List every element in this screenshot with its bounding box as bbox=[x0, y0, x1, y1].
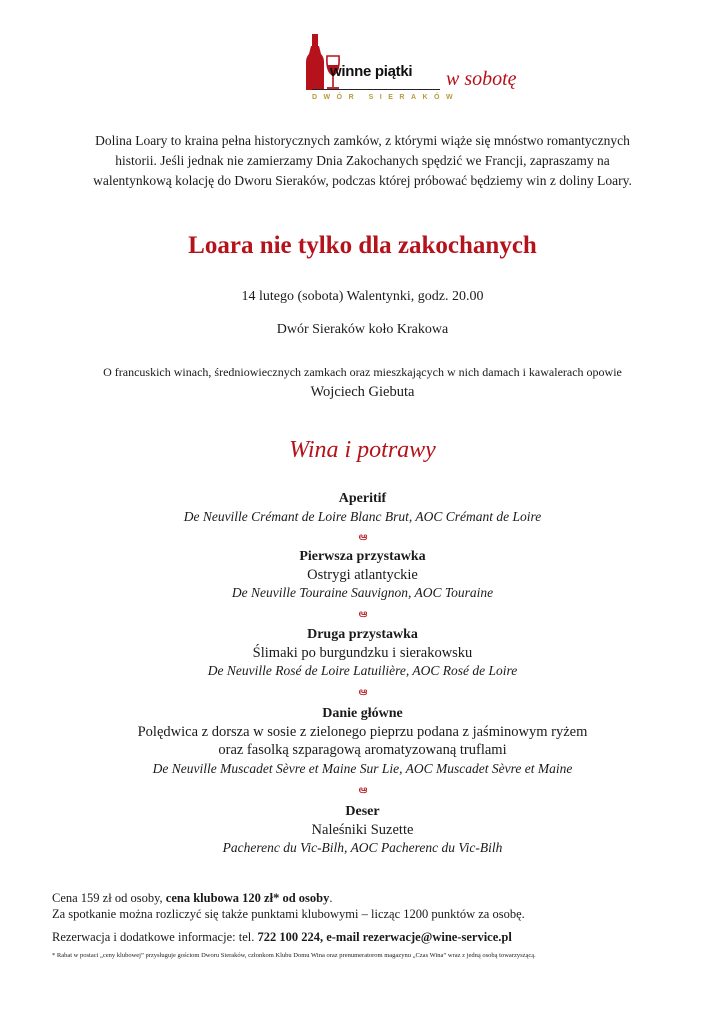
course-dish: Polędwica z dorsza w sosie z zielonego pieprzu podana z jaśminowym ryżem bbox=[137, 724, 588, 740]
presenter-intro: O francuskich winach, średniowiecznych zamkach oraz mieszkających w nich damach i kawalerach opowie bbox=[103, 365, 622, 379]
course-wine: De Neuville Muscadet Sèvre et Maine Sur Lie, AOC Muscadet Sèvre et Maine bbox=[152, 761, 573, 776]
logo-divider bbox=[312, 89, 440, 90]
presenter-name: Wojciech Giebuta bbox=[310, 384, 415, 400]
course-wine: De Neuville Rosé de Loire Latuilière, AOC Rosé de Loire bbox=[207, 663, 518, 678]
course-dish: oraz fasolką szparagową aromatyzowaną truflami bbox=[218, 742, 507, 758]
event-date: 14 lutego (sobota) Walentynki, godz. 20.00 bbox=[241, 289, 484, 304]
menu-heading: Wina i potrawy bbox=[289, 437, 436, 463]
intro-line: historii. Jeśli jednak nie zamierzamy Dnia Zakochanych spędzić we Francji, zapraszamy na bbox=[115, 153, 610, 168]
price-line bbox=[52, 891, 332, 906]
course-dish: Naleśniki Suzette bbox=[311, 822, 414, 838]
club-price: cena klubowa 120 zł* od osoby bbox=[165, 891, 330, 905]
course-title: Deser bbox=[345, 804, 380, 819]
event-title: Loara nie tylko dla zakochanych bbox=[188, 232, 537, 259]
event-location: Dwór Sieraków koło Krakowa bbox=[276, 322, 449, 337]
course-title: Aperitif bbox=[338, 491, 387, 506]
course-dish: Ostrygi atlantyckie bbox=[307, 567, 418, 583]
ornament-separator: ఆ bbox=[358, 608, 367, 620]
course-title: Druga przystawka bbox=[307, 627, 418, 642]
course-wine: Pacherenc du Vic-Bilh, AOC Pacherenc du Vic-Bilh bbox=[222, 840, 503, 855]
course-wine: De Neuville Touraine Sauvignon, AOC Touraine bbox=[231, 585, 494, 600]
footnote: * Rabat w postaci „ceny klubowej” przysługuje gościom Dworu Sieraków, członkom Klubu Domu Wina oraz prenumeratorom magazynu „Czas Wina” wraz z jedną osobą towarzyszącą. bbox=[52, 952, 536, 959]
reservation-line bbox=[52, 930, 512, 945]
price-text: Cena 159 zł od osoby, bbox=[52, 891, 166, 905]
course-wine: De Neuville Crémant de Loire Blanc Brut, AOC Crémant de Loire bbox=[183, 509, 542, 524]
course-title: Danie główne bbox=[322, 706, 403, 721]
logo-subtext: DWÓR SIERAKÓW bbox=[312, 94, 460, 101]
ornament-separator: ఆ bbox=[358, 784, 367, 796]
reservation-contact[interactable]: 722 100 224, e-mail rezerwacje@wine-service.pl bbox=[257, 930, 512, 944]
reservation-label: Rezerwacja i dodatkowe informacje: tel. bbox=[52, 930, 258, 944]
price-suffix: . bbox=[329, 891, 333, 905]
course-dish: Ślimaki po burgundzku i sierakowsku bbox=[252, 645, 473, 661]
intro-line: walentynkową kolację do Dworu Sieraków, podczas której próbować będziemy win z doliny Loary. bbox=[93, 173, 632, 188]
ornament-separator: ఆ bbox=[358, 531, 367, 543]
course-title: Pierwsza przystawka bbox=[299, 549, 426, 564]
ornament-separator: ఆ bbox=[358, 686, 367, 698]
logo-text: winne piątki bbox=[330, 63, 413, 80]
intro-paragraph bbox=[0, 131, 725, 191]
intro-line: Dolina Loary to kraina pełna historycznych zamków, z którymi wiąże się mnóstwo romantycznych bbox=[95, 133, 630, 148]
tagline: w sobotę bbox=[446, 68, 517, 90]
points-line: Za spotkanie można rozliczyć się także punktami klubowymi – licząc 1200 punktów za osobę. bbox=[52, 907, 525, 921]
